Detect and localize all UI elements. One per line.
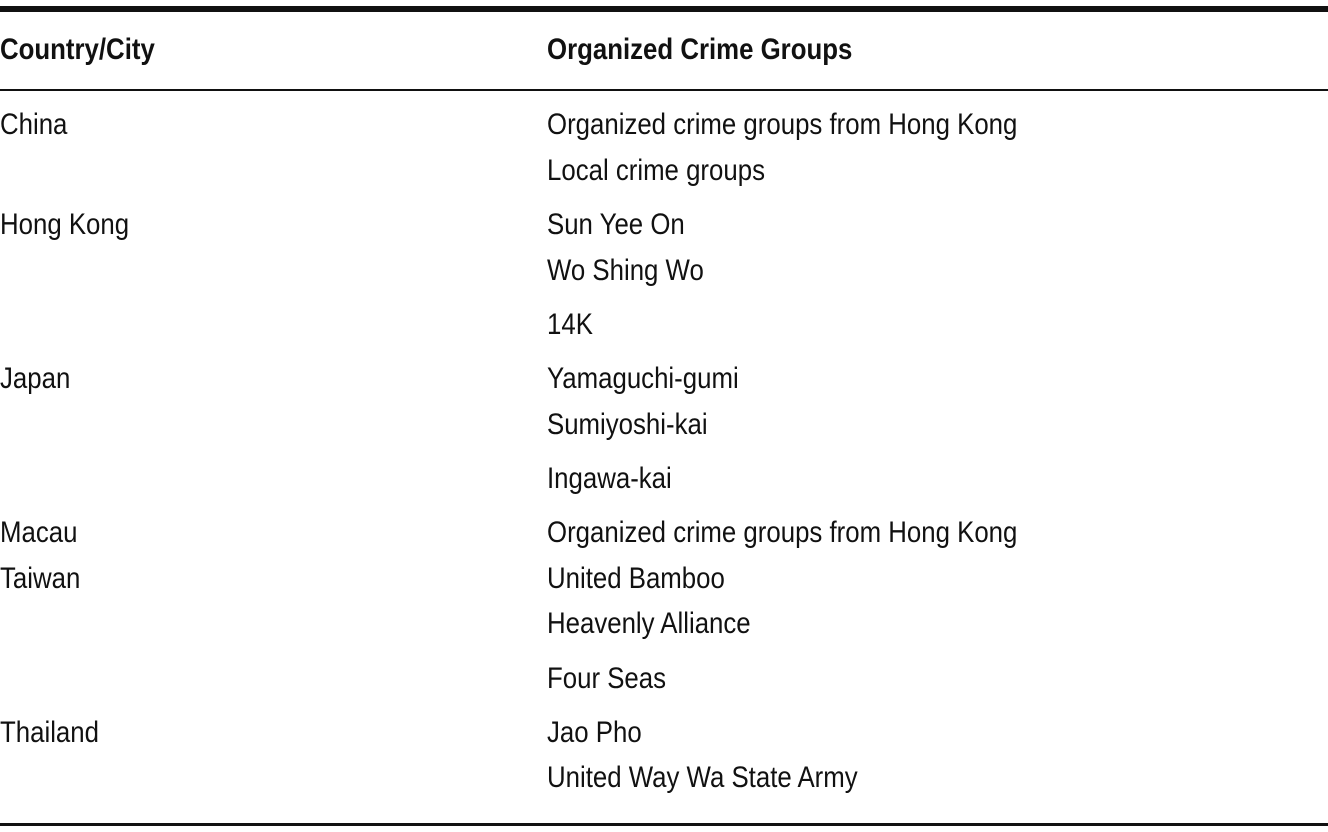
group-cell: Ingawa-kai — [547, 462, 672, 495]
country-cell-japan: Japan — [0, 362, 71, 395]
group-cell: Jao Pho — [547, 716, 642, 749]
group-cell: Organized crime groups from Hong Kong — [547, 108, 1018, 141]
group-cell: Sun Yee On — [547, 208, 685, 241]
table-bottom-rule — [0, 823, 1328, 826]
group-cell: Four Seas — [547, 662, 667, 695]
header-country-city: Country/City — [0, 33, 155, 66]
country-cell-taiwan: Taiwan — [0, 562, 81, 595]
group-cell: 14K — [547, 308, 593, 341]
group-cell: Wo Shing Wo — [547, 254, 704, 287]
header-organized-crime-groups: Organized Crime Groups — [547, 33, 853, 66]
table-top-rule — [0, 6, 1328, 12]
group-cell: Local crime groups — [547, 154, 765, 187]
header-rule — [0, 89, 1328, 91]
group-cell: Yamaguchi-gumi — [547, 362, 739, 395]
country-cell-thailand: Thailand — [0, 716, 99, 749]
country-cell-hong-kong: Hong Kong — [0, 208, 130, 241]
country-cell-china: China — [0, 108, 68, 141]
group-cell: United Bamboo — [547, 562, 725, 595]
group-cell: Heavenly Alliance — [547, 607, 751, 640]
group-cell: United Way Wa State Army — [547, 761, 858, 794]
group-cell: Organized crime groups from Hong Kong — [547, 516, 1018, 549]
country-cell-macau: Macau — [0, 516, 78, 549]
group-cell: Sumiyoshi-kai — [547, 408, 708, 441]
